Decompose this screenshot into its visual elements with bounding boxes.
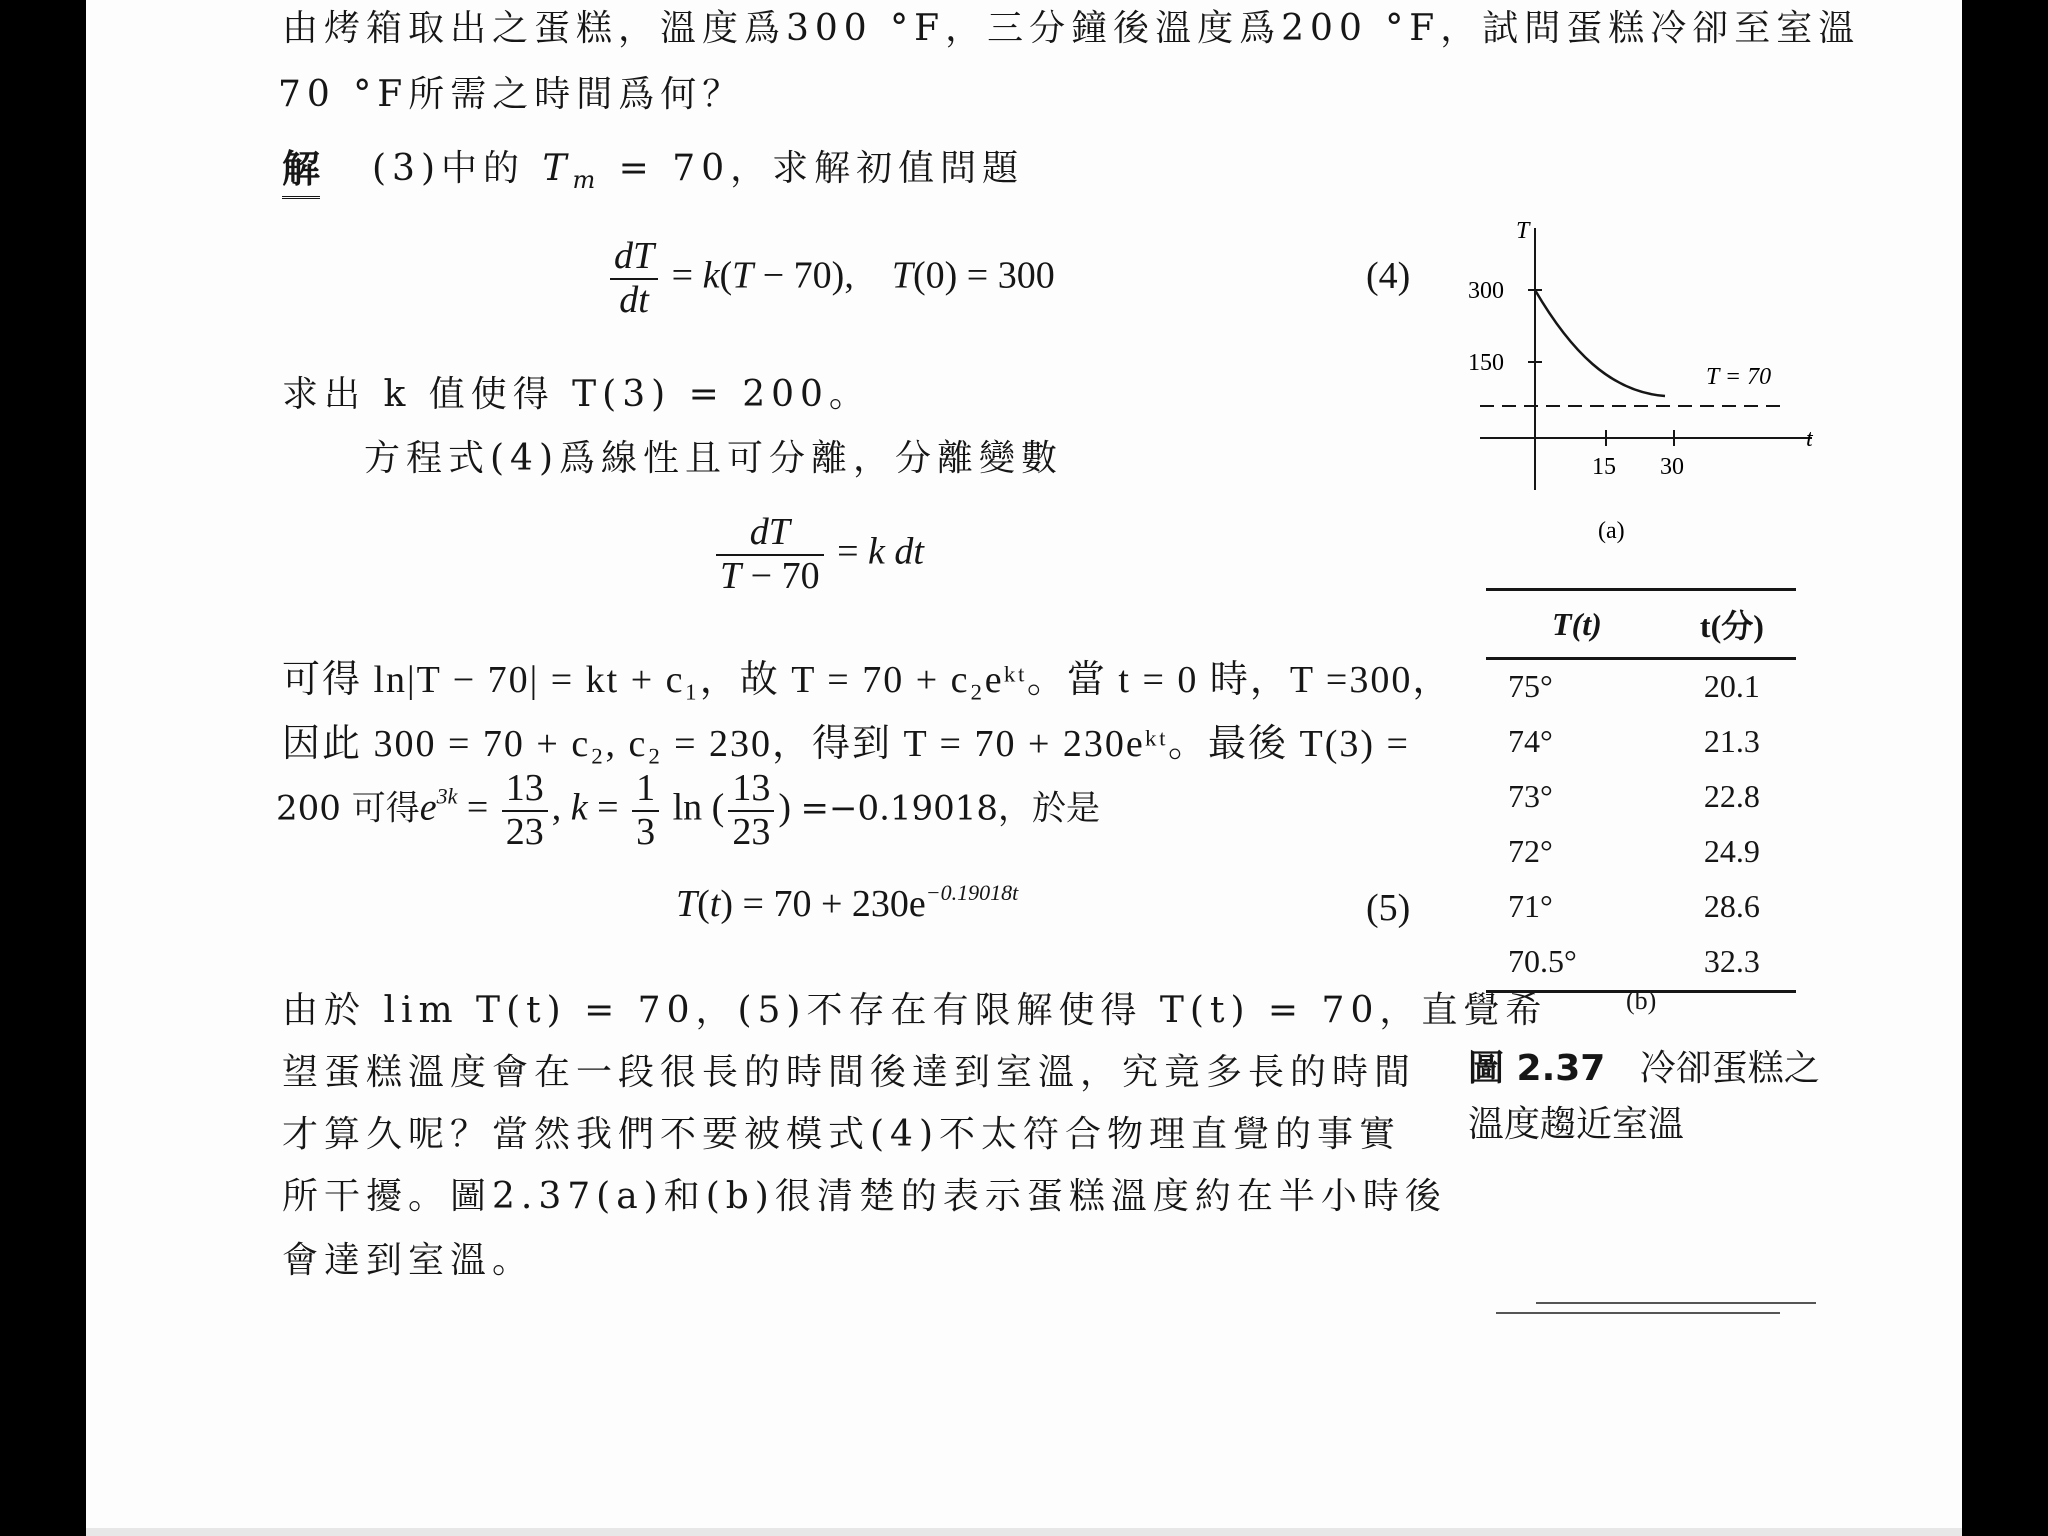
dT-dt-fraction: $\frac{dT}{dt}$ <box>610 236 658 322</box>
equation-5: $T(t) = 70 + 230e^{-0.19018t}$ <box>676 880 1019 925</box>
table-body <box>1486 659 1796 992</box>
temp-cell: 75° <box>1508 668 1553 704</box>
paragraph-line-5: 會達到室溫。 <box>282 1240 535 1281</box>
y-axis-label: T <box>1516 220 1530 244</box>
time-cell: 24.9 <box>1703 833 1760 869</box>
temp-cell: 71° <box>1508 888 1553 924</box>
problem-line-1: 由烤箱取出之蛋糕，溫度爲300 °F，三分鐘後溫度爲200 °F，試問蛋糕冷卻至室溫 <box>282 8 1861 49</box>
figure-caption-line-1 <box>1468 1040 1820 1091</box>
paragraph-line-2: 望蛋糕溫度會在一段很長的時間後達到室溫，究竟多長的時間 <box>282 1052 1417 1093</box>
tm-symbol: $T_m$ <box>542 148 602 194</box>
cooling-table <box>1486 588 1796 993</box>
derivation-line-1: 可得 ln|T − 70| = kt + c₁，故 T = 70 + c₂eᵏᵗ。當 t = 0 時，T =300， <box>282 659 1453 701</box>
table-row <box>1486 825 1796 880</box>
equation-4: $\frac{dT}{dt}$ = k(T − 70), T(0) = 300 <box>606 236 1055 322</box>
cooling-curve <box>1535 290 1665 396</box>
find-k-line: 求出 k 值使得 T(3) = 200。 <box>282 374 871 415</box>
dT-over-T-minus-70: $\frac{dT}{T - 70}$ <box>716 512 824 598</box>
time-cell: 20.1 <box>1703 668 1760 704</box>
solution-intro <box>372 140 1024 194</box>
asymptote-label: T = 70 <box>1706 364 1772 390</box>
cooling-graph <box>1440 220 1820 560</box>
col-header-temp: T(t) <box>1552 605 1602 642</box>
time-cell: 22.8 <box>1703 778 1760 814</box>
separable-line: 方程式(4)爲線性且可分離，分離變數 <box>364 438 1063 479</box>
temp-cell: 70.5° <box>1508 943 1577 979</box>
caption-text-1: 冷卻蛋糕之 <box>1639 1048 1820 1089</box>
x-tick-label-15: 15 <box>1592 454 1616 480</box>
table-row <box>1486 715 1796 770</box>
x-tick-label-30: 30 <box>1660 454 1684 480</box>
paragraph-line-1: 由於 lim T(t) = 70，(5)不存在有限解使得 T(t) = 70，直覺希 <box>282 990 1548 1031</box>
equation-5-number: (5) <box>1366 887 1411 929</box>
decorative-rule-1 <box>1536 1302 1816 1304</box>
decorative-rule-2 <box>1496 1312 1780 1314</box>
paragraph-line-4: 所干擾。圖2.37(a)和(b)很清楚的表示蛋糕溫度約在半小時後 <box>282 1176 1447 1217</box>
derivation-line-3-suffix: =−0.19018，於是 <box>800 788 1101 829</box>
derivation-line-2: 因此 300 = 70 + c₂, c₂ = 230，得到 T = 70 + 230eᵏᵗ。最後 T(3) = <box>282 723 1410 765</box>
panel-b-label: (b) <box>1626 986 1657 1015</box>
derivation-line-3: 200 可得$e^{3k}$ = $\frac{13}{23}$ , k = $\frac{1}{3}$ ln ( $\frac{13}{23}$ ) =−0.19018，於是 <box>276 767 1101 853</box>
time-cell: 28.6 <box>1703 888 1760 924</box>
table-header-row <box>1486 590 1796 659</box>
panel-a-label: (a) <box>1598 518 1625 544</box>
solution-intro-suffix: = 70，求解初值問題 <box>601 148 1025 189</box>
thirteen-over-23: $\frac{13}{23}$ <box>502 768 548 854</box>
time-cell: 21.3 <box>1703 723 1760 759</box>
problem-line-2: 70 °F所需之時間爲何？ <box>278 74 745 115</box>
time-cell: 32.3 <box>1703 943 1760 979</box>
temp-cell: 73° <box>1508 778 1553 814</box>
derivation-line-3-prefix: 200 可得 <box>276 788 420 829</box>
solution-mark: 解 <box>282 138 320 193</box>
table-row <box>1486 935 1796 992</box>
col-header-time: t(分) <box>1699 608 1764 644</box>
equation-5-exponent: −0.19018t <box>925 880 1019 905</box>
equation-4-number: (4) <box>1366 255 1411 297</box>
solution-intro-prefix: (3)中的 <box>372 148 525 189</box>
figure-caption-line-2: 溫度趨近室溫 <box>1468 1104 1685 1145</box>
one-third: $\frac{1}{3}$ <box>632 768 659 854</box>
table-row <box>1486 770 1796 825</box>
thirteen-over-23-b: $\frac{13}{23}$ <box>728 768 774 854</box>
page-bottom-edge <box>86 1528 1962 1536</box>
table-row <box>1486 880 1796 935</box>
x-axis-label: t <box>1806 426 1813 452</box>
temp-cell: 74° <box>1508 723 1553 759</box>
paragraph-line-3: 才算久呢？當然我們不要被模式(4)不太符合物理直覺的事實 <box>282 1114 1401 1155</box>
equation-5-body: = 70 + 230e <box>742 883 926 925</box>
separated-equation: $\frac{dT}{T - 70}$ = k dt <box>712 512 924 598</box>
temp-cell: 72° <box>1508 833 1553 869</box>
figure-number: 圖 2.37 <box>1468 1048 1606 1089</box>
table-row <box>1486 659 1796 716</box>
y-tick-label-150: 150 <box>1468 350 1504 376</box>
y-tick-label-300: 300 <box>1468 278 1504 304</box>
